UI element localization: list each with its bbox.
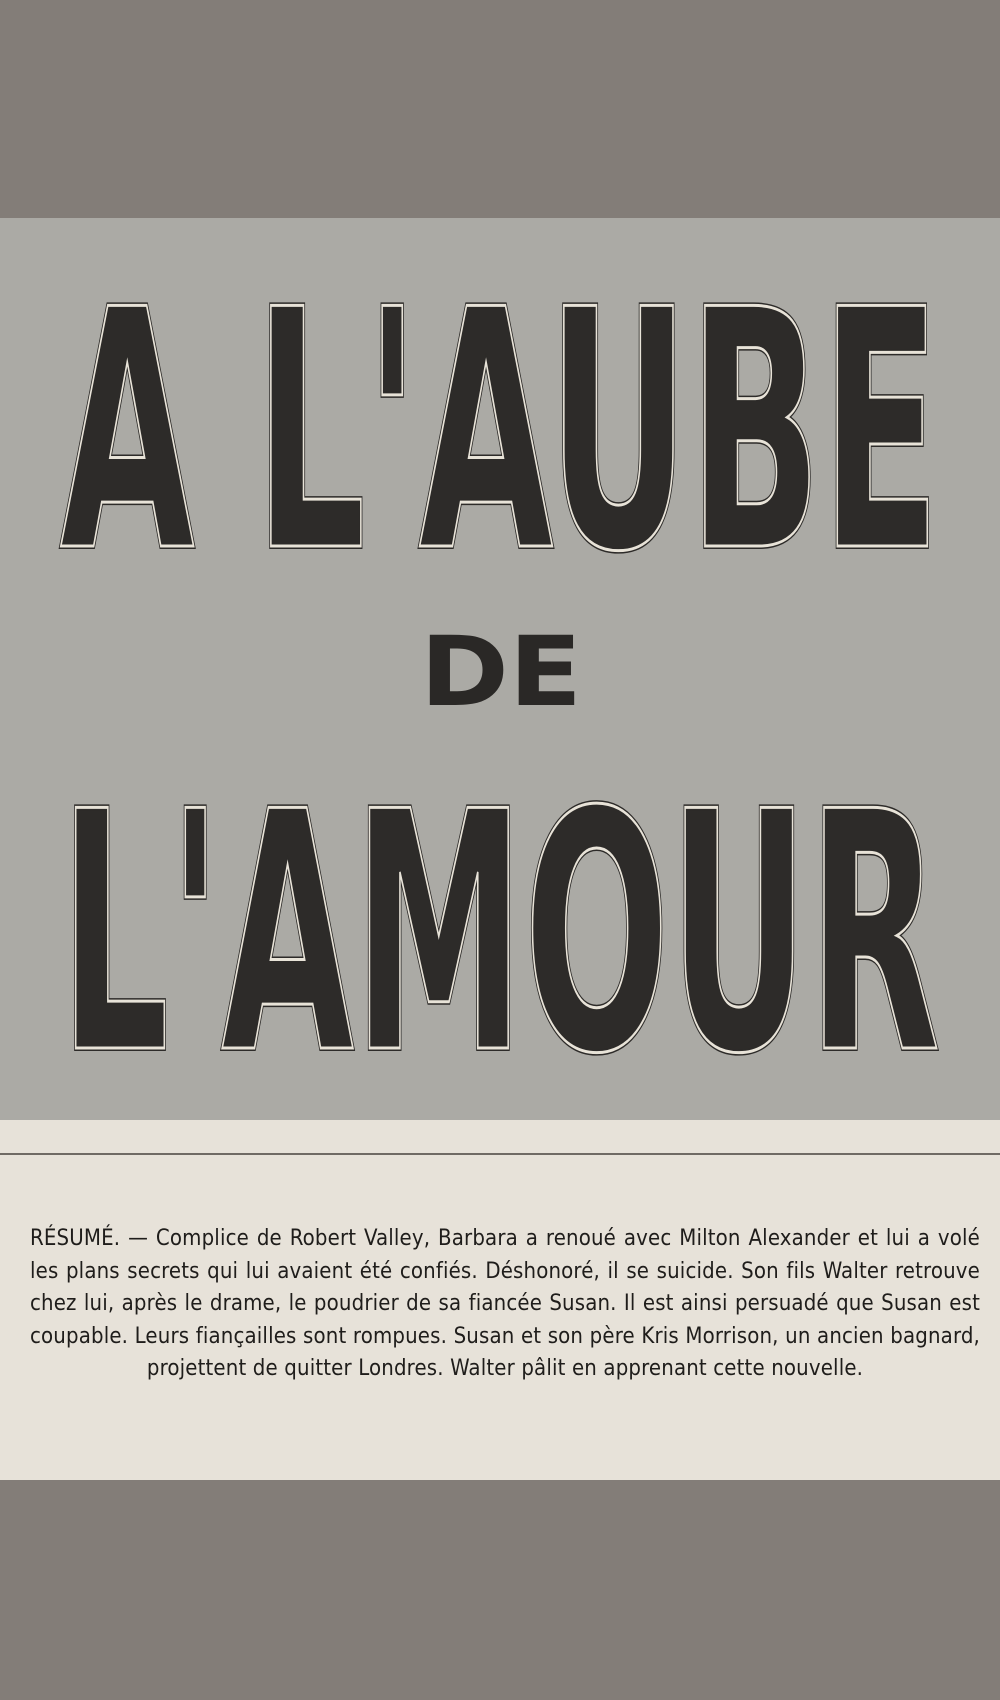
title-panel	[0, 218, 1000, 1120]
title-line-3-inline: L'AMOUR	[60, 742, 940, 1120]
title-line-2: DE	[420, 616, 582, 728]
title-line-1-inline: A L'AUBE	[60, 240, 941, 624]
divider-rule	[0, 1153, 1000, 1155]
newspaper-clipping	[0, 218, 1000, 1480]
title-line-3: L'AMOUR	[60, 742, 940, 1120]
title-line-1: A L'AUBE	[60, 240, 941, 624]
title-graphic	[0, 218, 1000, 1120]
summary-text: RÉSUMÉ. — Complice de Robert Valley, Barbara a renoué avec Milton Alexander et lui a volé les plans secrets qui lui avaient été confiés. Déshonoré, il se suicide. Son fils Walter retrouve chez lui, après le drame, le poudrier de sa fiancée Susan. Il est ainsi persuadé que Susan est coupable. Leurs fiançailles sont rompues. Susan et son père Kris Morrison, un ancien bagnard, projettent de quitter Londres. Walter pâlit en apprenant cette nouvelle.	[30, 1226, 980, 1381]
